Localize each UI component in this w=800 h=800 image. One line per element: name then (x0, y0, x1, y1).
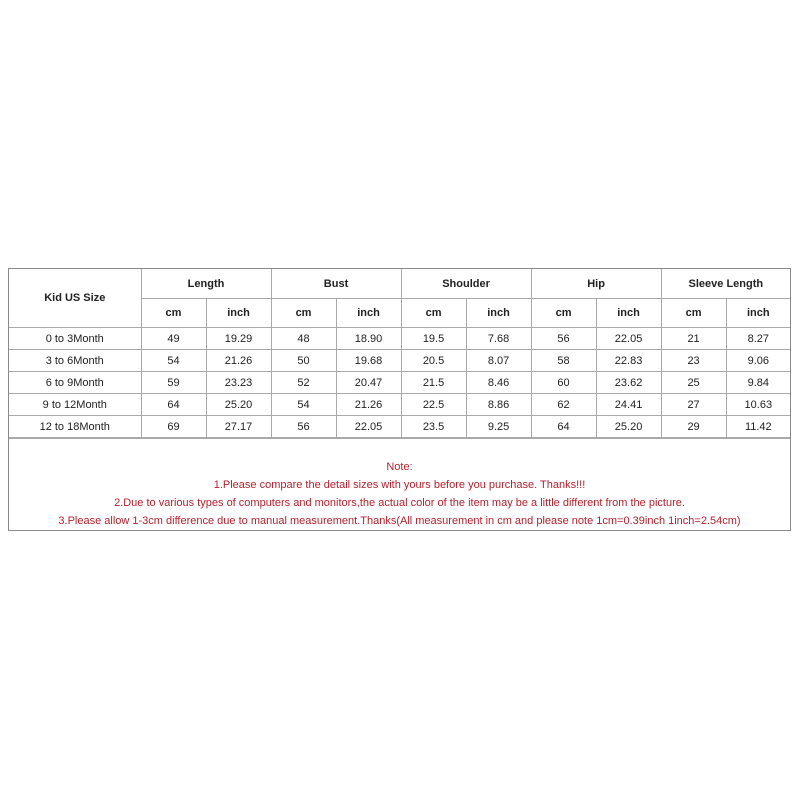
table-cell: 69 (141, 416, 206, 438)
table-row (9, 416, 790, 438)
unit-header-cm: cm (401, 299, 466, 328)
table-cell: 52 (271, 372, 336, 394)
unit-header-cm: cm (141, 299, 206, 328)
unit-header-inch: inch (596, 299, 661, 328)
group-header-length: Length (141, 269, 271, 299)
table-cell: 60 (531, 372, 596, 394)
table-cell: 50 (271, 350, 336, 372)
table-cell: 9.06 (726, 350, 790, 372)
size-column-header: Kid US Size (9, 269, 141, 328)
table-cell: 7.68 (466, 328, 531, 350)
table-cell: 25.20 (596, 416, 661, 438)
unit-header-inch: inch (466, 299, 531, 328)
table-cell: 18.90 (336, 328, 401, 350)
unit-header-inch: inch (726, 299, 790, 328)
table-cell: 27.17 (206, 416, 271, 438)
table-cell: 19.68 (336, 350, 401, 372)
table-cell: 62 (531, 394, 596, 416)
table-row (9, 372, 790, 394)
table-header-row (9, 269, 790, 299)
table-cell: 25 (661, 372, 726, 394)
table-cell: 8.46 (466, 372, 531, 394)
group-header-shoulder: Shoulder (401, 269, 531, 299)
table-cell: 59 (141, 372, 206, 394)
table-cell: 22.05 (336, 416, 401, 438)
table-cell: 49 (141, 328, 206, 350)
table-cell: 19.29 (206, 328, 271, 350)
notes-section (9, 438, 790, 532)
table-row (9, 328, 790, 350)
table-cell: 29 (661, 416, 726, 438)
table-cell: 21 (661, 328, 726, 350)
table-cell: 21.26 (336, 394, 401, 416)
table-cell: 8.86 (466, 394, 531, 416)
table-cell: 54 (141, 350, 206, 372)
notes-title: Note: (386, 461, 413, 473)
note-line: 2.Due to various types of computers and monitors,the actual color of the item may be a little different from the picture. (114, 497, 685, 509)
table-cell: 23.23 (206, 372, 271, 394)
table-cell: 54 (271, 394, 336, 416)
group-header-hip: Hip (531, 269, 661, 299)
size-cell: 9 to 12Month (9, 394, 141, 416)
table-cell: 21.26 (206, 350, 271, 372)
table-row (9, 394, 790, 416)
table-cell: 48 (271, 328, 336, 350)
unit-header-cm: cm (531, 299, 596, 328)
size-cell: 0 to 3Month (9, 328, 141, 350)
size-cell: 3 to 6Month (9, 350, 141, 372)
table-cell: 10.63 (726, 394, 790, 416)
table-row (9, 350, 790, 372)
note-line: 1.Please compare the detail sizes with yours before you purchase. Thanks!!! (213, 479, 586, 491)
table-cell: 56 (531, 328, 596, 350)
table-cell: 22.05 (596, 328, 661, 350)
table-cell: 8.27 (726, 328, 790, 350)
table-cell: 9.84 (726, 372, 790, 394)
table-cell: 19.5 (401, 328, 466, 350)
table-cell: 9.25 (466, 416, 531, 438)
group-header-sleeve-length: Sleeve Length (661, 269, 790, 299)
table-cell: 64 (531, 416, 596, 438)
table-cell: 21.5 (401, 372, 466, 394)
size-chart (8, 268, 791, 531)
table-cell: 25.20 (206, 394, 271, 416)
table-cell: 24.41 (596, 394, 661, 416)
size-cell: 6 to 9Month (9, 372, 141, 394)
unit-header-inch: inch (336, 299, 401, 328)
table-cell: 23 (661, 350, 726, 372)
table-cell: 22.83 (596, 350, 661, 372)
table-cell: 27 (661, 394, 726, 416)
table-cell: 22.5 (401, 394, 466, 416)
note-line: 3.Please allow 1-3cm difference due to manual measurement.Thanks(All measurement in cm and please note 1cm=0.39inch 1inch=2.54cm) (58, 515, 741, 527)
table-cell: 23.5 (401, 416, 466, 438)
group-header-bust: Bust (271, 269, 401, 299)
unit-header-inch: inch (206, 299, 271, 328)
table-cell: 23.62 (596, 372, 661, 394)
table-cell: 20.5 (401, 350, 466, 372)
table-cell: 11.42 (726, 416, 790, 438)
table-cell: 58 (531, 350, 596, 372)
table-cell: 64 (141, 394, 206, 416)
size-cell: 12 to 18Month (9, 416, 141, 438)
size-table (9, 269, 790, 438)
table-cell: 8.07 (466, 350, 531, 372)
table-cell: 20.47 (336, 372, 401, 394)
unit-header-cm: cm (271, 299, 336, 328)
table-cell: 56 (271, 416, 336, 438)
unit-header-cm: cm (661, 299, 726, 328)
